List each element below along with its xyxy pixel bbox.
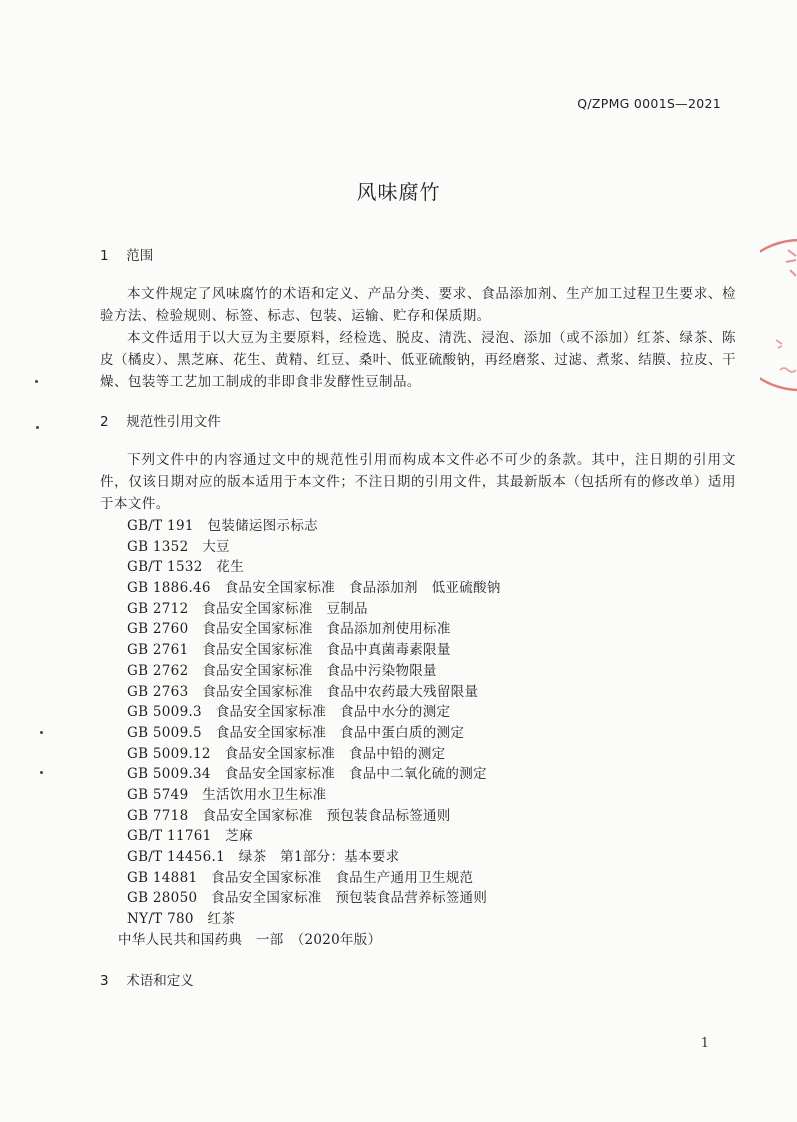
standard-code: Q/ZPMG 0001S—2021: [577, 96, 721, 111]
reference-item: GB 2763 食品安全国家标准 食品中农药最大残留限量: [127, 683, 479, 700]
normative-intro: 下列文件中的内容通过文中的规范性引用而构成本文件必不可少的条款。其中，注日期的引用文件，仅该日期对应的版本适用于本文件；不注日期的引用文件，其最新版本（包括所有的修改单）适用于本文件。: [100, 452, 736, 512]
section-title: 规范性引用文件: [126, 414, 221, 430]
scan-speck: [35, 380, 38, 383]
reference-item: GB/T 191 包装储运图示标志: [127, 518, 318, 534]
reference-item: GB 5009.3 食品安全国家标准 食品中水分的测定: [127, 704, 451, 721]
section-title: 范围: [126, 248, 154, 264]
scan-speck: [40, 771, 43, 774]
reference-item: GB 1352 大豆: [127, 538, 230, 555]
reference-item: GB 7718 食品安全国家标准 预包装食品标签通则: [127, 807, 451, 824]
reference-item: GB/T 1532 花生: [127, 559, 245, 576]
reference-item: NY/T 780 红茶: [127, 911, 236, 928]
reference-item: GB 2762 食品安全国家标准 食品中污染物限量: [127, 662, 437, 679]
reference-item: GB 5749 生活饮用水卫生标准: [127, 786, 327, 803]
section-number: 1: [100, 248, 109, 264]
section-number: 2: [100, 414, 109, 430]
reference-item: GB/T 11761 芝麻: [127, 828, 253, 845]
section-heading-terms: [100, 969, 194, 989]
reference-item: GB/T 14456.1 绿茶 第1部分：基本要求: [127, 849, 400, 865]
scan-speck: [40, 731, 43, 734]
section-heading-scope: [100, 244, 153, 264]
reference-item: GB 2761 食品安全国家标准 食品中真菌毒素限量: [127, 642, 451, 659]
reference-item: GB 14881 食品安全国家标准 食品生产通用卫生规范: [127, 869, 474, 886]
scope-paragraph-2: 本文件适用于以大豆为主要原料，经检选、脱皮、清洗、浸泡、添加（或不添加）红茶、绿茶、陈皮（橘皮）、黑芝麻、花生、黄精、红豆、桑叶、低亚硫酸钠，再经磨浆、过滤、煮浆、结膜、拉皮、干燥、包装等工艺加工制成的非即食非发酵性豆制品。: [100, 330, 736, 390]
reference-item: GB 2760 食品安全国家标准 食品添加剂使用标准: [127, 621, 451, 638]
page-number: 1: [700, 1036, 709, 1051]
section-number: 3: [100, 973, 109, 989]
scope-paragraph-1: 本文件规定了风味腐竹的术语和定义、产品分类、要求、食品添加剂、生产加工过程卫生要求、检验方法、检验规则、标签、标志、包装、运输、贮存和保质期。: [100, 286, 736, 324]
scan-speck: [36, 426, 39, 429]
reference-item: GB 5009.5 食品安全国家标准 食品中蛋白质的测定: [127, 724, 465, 741]
section-title: 术语和定义: [126, 973, 194, 989]
reference-list: [118, 516, 501, 950]
reference-item: 中华人民共和国药典 一部 （2020年版）: [118, 931, 382, 948]
section-heading-normative: [100, 410, 221, 430]
reference-item: GB 5009.12 食品安全国家标准 食品中铅的测定: [127, 745, 446, 762]
reference-item: GB 28050 食品安全国家标准 预包装食品营养标签通则: [127, 890, 488, 907]
reference-item: GB 2712 食品安全国家标准 豆制品: [127, 600, 368, 617]
seal-stamp-icon: [760, 230, 797, 400]
reference-item: GB 1886.46 食品安全国家标准 食品添加剂 低亚硫酸钠: [127, 580, 501, 597]
document-title: 风味腐竹: [356, 180, 441, 204]
reference-item: GB 5009.34 食品安全国家标准 食品中二氧化硫的测定: [127, 766, 487, 783]
